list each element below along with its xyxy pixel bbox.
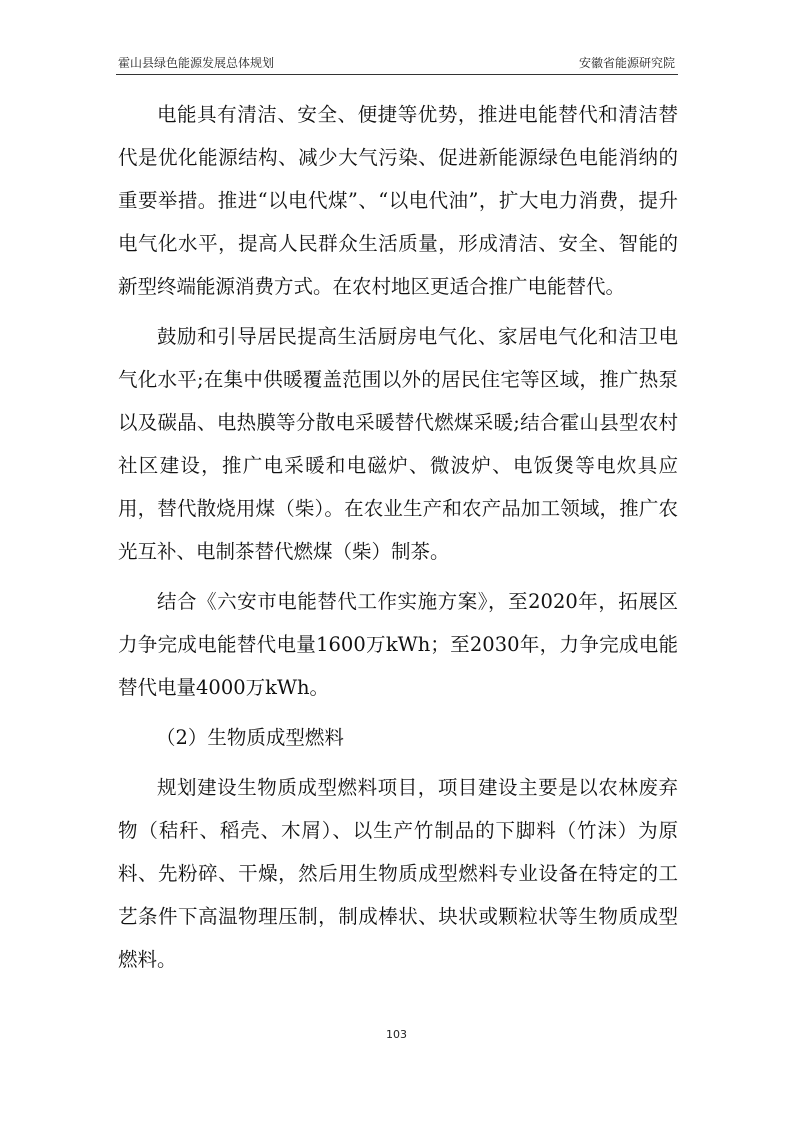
header-divider	[116, 74, 678, 75]
header-organization: 安徽省能源研究院	[578, 56, 675, 70]
page-number: 103	[386, 1028, 407, 1041]
header-title: 霍山县绿色能源发展总体规划	[118, 56, 275, 70]
page-body	[118, 93, 678, 988]
paragraph-resident-electrification: 鼓励和引导居民提高生活厨房电气化、家居电气化和洁卫电气化水平;在集中供暖覆盖范围以外的居民住宅等区域，推广热泵以及碳晶、电热膜等分散电采暖替代燃煤采暖;结合霍山县型农村社区建设，推广电采暖和电磁炉、微波炉、电饭煲等电炊具应用，替代散烧用煤（柴）。在农业生产和农产品加工领域，推广农光互补、电制茶替代燃煤（柴）制茶。	[118, 325, 678, 563]
section-heading-biomass: （2）生物质成型燃料	[156, 726, 344, 749]
paragraph-electric-substitution: 电能具有清洁、安全、便捷等优势，推进电能替代和清洁替代是优化能源结构、减少大气污染、促进新能源绿色电能消纳的重要举措。推进“以电代煤”、“以电代油”，扩大电力消费，提升电气化水平，提高人民群众生活质量，形成清洁、安全、智能的新型终端能源消费方式。在农村地区更适合推广电能替代。	[118, 103, 678, 298]
paragraph-substitution-targets: 结合《六安市电能替代工作实施方案》，至2020年，拓展区力争完成电能替代电量1600万kWh；至2030年，力争完成电能替代电量4000万kWh。	[118, 590, 678, 699]
paragraph-biomass-fuel: 规划建设生物质成型燃料项目，项目建设主要是以农林废弃物（秸秆、稻壳、木屑）、以生产竹制品的下脚料（竹沫）为原料、先粉碎、干燥，然后用生物质成型燃料专业设备在特定的工艺条件下高温物理压制，制成棒状、块状或颗粒状等生物质成型燃料。	[118, 776, 678, 971]
